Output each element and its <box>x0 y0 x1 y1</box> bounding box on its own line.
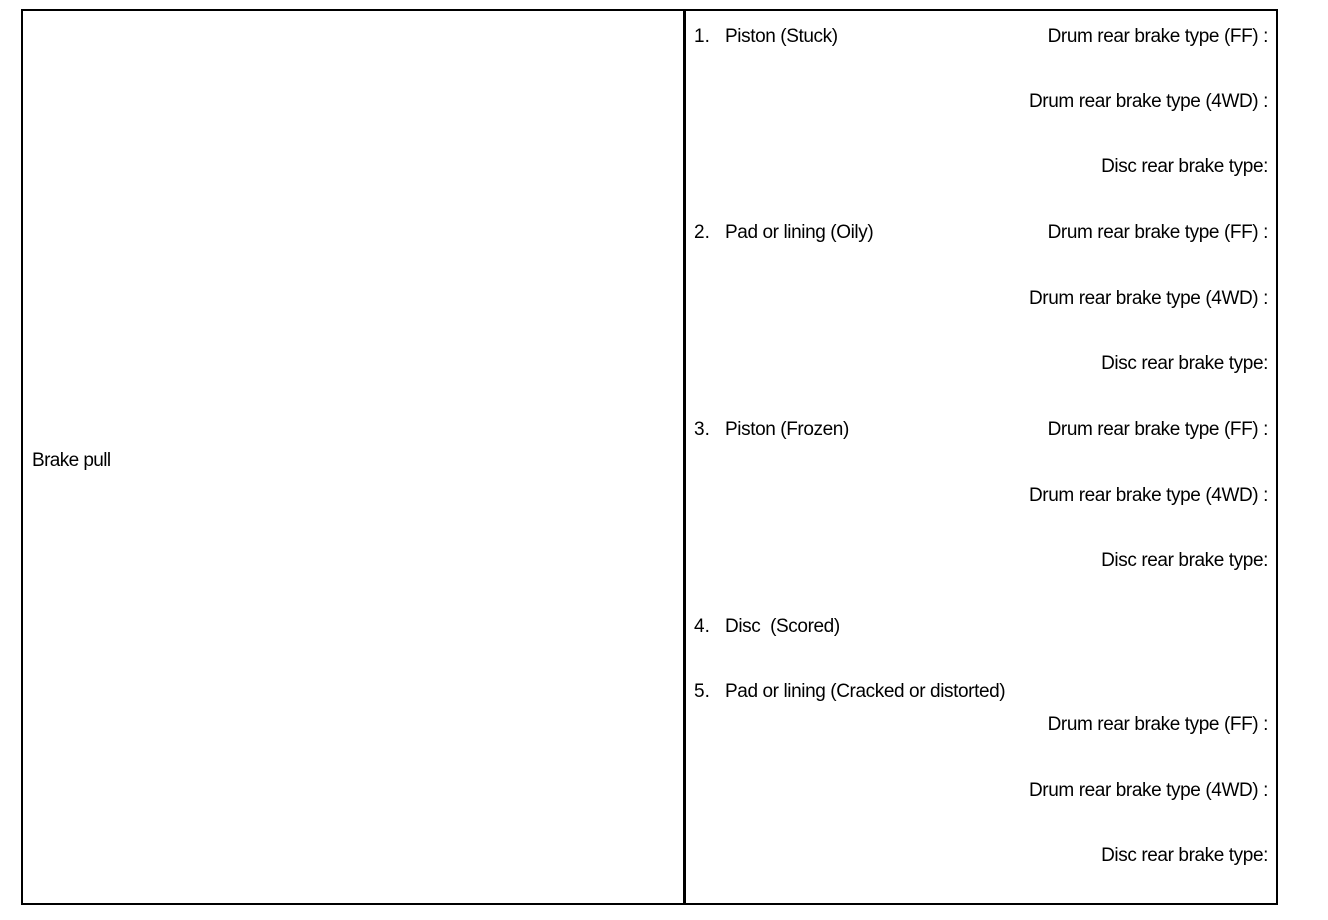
cause-1-label: Piston (Stuck) <box>725 26 838 47</box>
cause-5-sub-3: Disc rear brake type: <box>1101 845 1268 866</box>
cause-5-sub-2: Drum rear brake type (4WD) : <box>1028 780 1268 801</box>
cause-5-label: Pad or lining (Cracked or distorted) <box>725 681 1006 702</box>
cause-1-number: 1. <box>694 26 710 47</box>
cause-3-sub-3: Disc rear brake type: <box>1101 550 1268 571</box>
cause-4-number: 4. <box>694 616 710 637</box>
cause-3-label: Piston (Frozen) <box>725 419 849 440</box>
cause-4-label: Disc (Scored) <box>725 616 840 637</box>
cause-3-number: 3. <box>694 419 710 440</box>
cause-5-number: 5. <box>694 681 710 702</box>
cause-2-number: 2. <box>694 222 710 243</box>
cause-1-sub-1: Drum rear brake type (FF) : <box>1047 26 1268 47</box>
cause-1-sub-3: Disc rear brake type: <box>1101 156 1268 177</box>
column-divider <box>683 9 686 905</box>
cause-2-sub-1: Drum rear brake type (FF) : <box>1047 222 1268 243</box>
symptom-cell: Brake pull <box>32 450 111 471</box>
cause-2-sub-3: Disc rear brake type: <box>1101 353 1268 374</box>
table-frame <box>21 9 1278 905</box>
cause-3-sub-1: Drum rear brake type (FF) : <box>1047 419 1268 440</box>
cause-1-sub-2: Drum rear brake type (4WD) : <box>1028 91 1268 112</box>
cause-5-sub-1: Drum rear brake type (FF) : <box>1047 714 1268 735</box>
cause-2-label: Pad or lining (Oily) <box>725 222 874 243</box>
cause-3-sub-2: Drum rear brake type (4WD) : <box>1028 485 1268 506</box>
cause-2-sub-2: Drum rear brake type (4WD) : <box>1028 288 1268 309</box>
